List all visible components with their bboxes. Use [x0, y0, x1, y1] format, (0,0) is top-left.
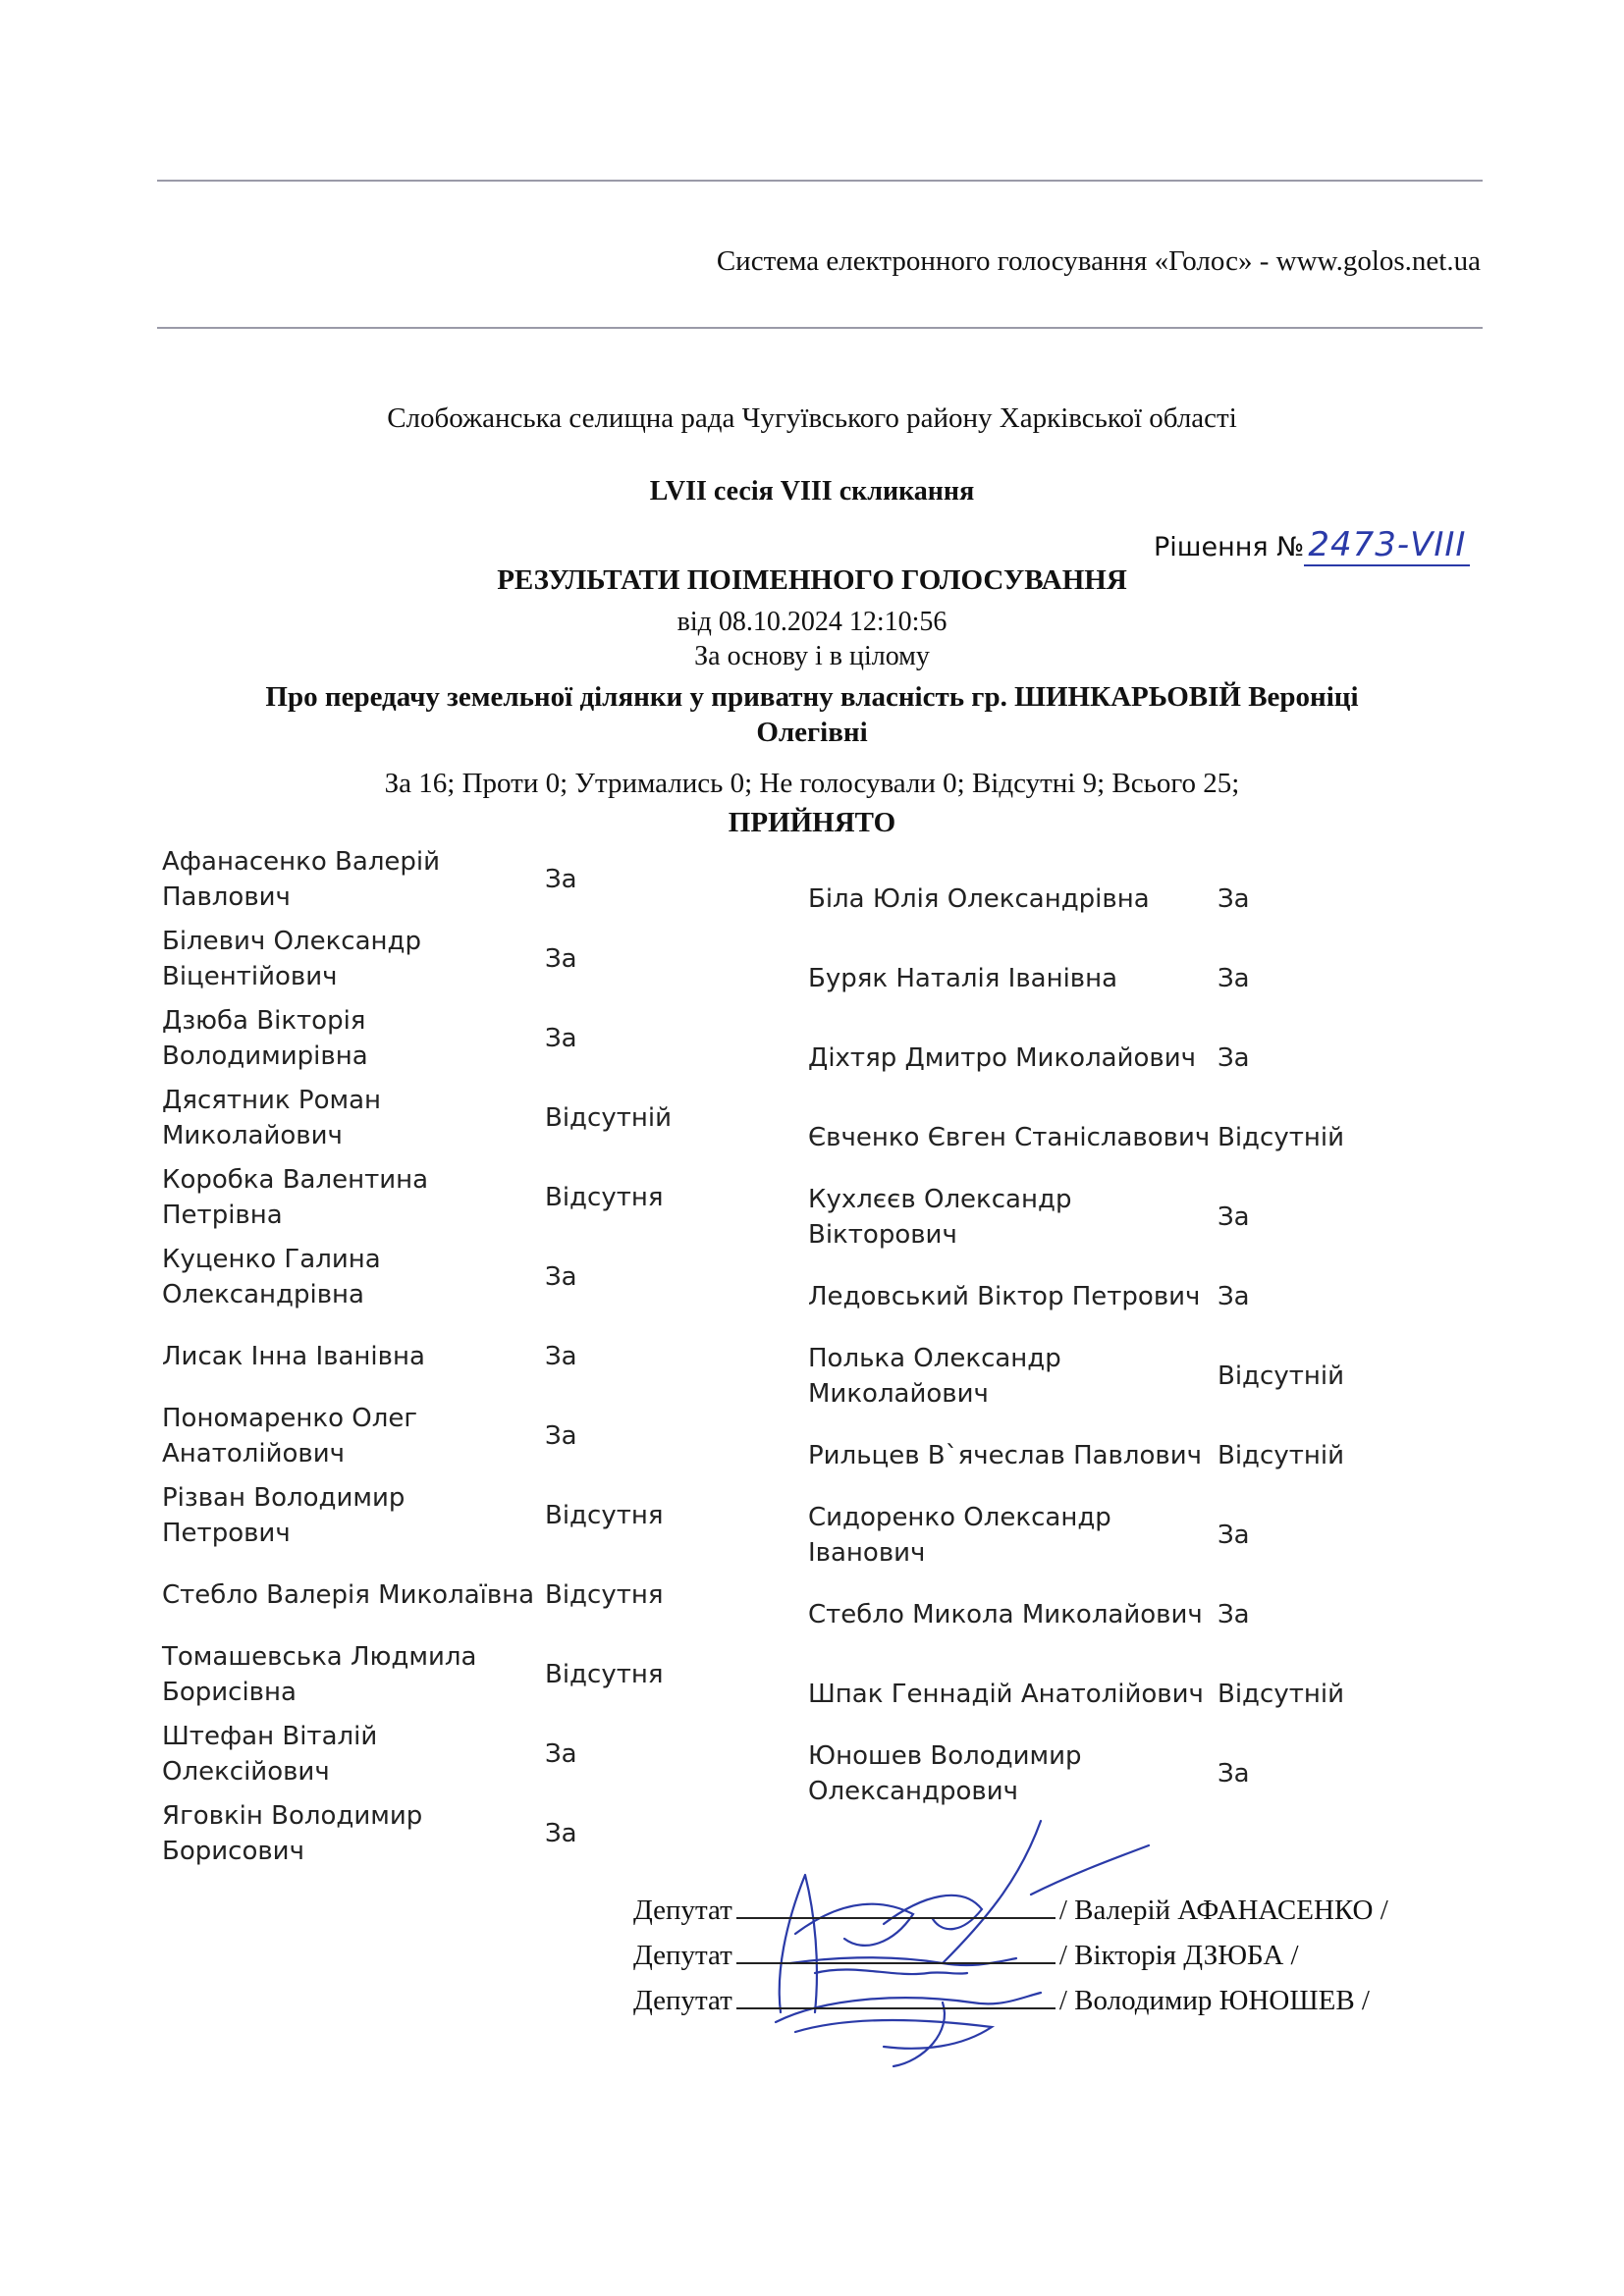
- signature-role: Депутат: [633, 1940, 732, 1971]
- deputy-name-line: Шпак Геннадій Анатолійович: [808, 1680, 1204, 1709]
- deputy-name-line: Біла Юлія Олександрівна: [808, 884, 1150, 914]
- deputy-name-line: Володимирівна: [162, 1041, 368, 1071]
- deputy-name: [162, 1083, 381, 1153]
- vote-value: За: [1218, 1521, 1250, 1550]
- deputy-name-line: Олексійович: [162, 1757, 330, 1787]
- deputy-name-line: Юношев Володимир: [808, 1741, 1082, 1771]
- vote-value: Відсутній: [1218, 1680, 1344, 1709]
- subject-line-1: Про передачу земельної ділянки у приватну власність гр. ШИНКАРЬОВІЙ Вероніці: [265, 681, 1359, 713]
- deputy-name: [162, 844, 440, 915]
- deputy-name: [162, 1719, 377, 1789]
- vote-value: Відсутній: [1218, 1123, 1344, 1152]
- vote-value: За: [545, 944, 577, 974]
- deputy-name: [808, 1120, 1210, 1155]
- signature-role: Депутат: [633, 1895, 732, 1926]
- deputy-name-line: Коробка Валентина: [162, 1165, 429, 1195]
- deputy-name-line: Яговкін Володимир: [162, 1801, 423, 1831]
- vote-value: За: [545, 1024, 577, 1053]
- deputy-name-line: Ледовський Віктор Петрович: [808, 1282, 1201, 1311]
- deputy-name: [808, 881, 1150, 917]
- report-date: від 08.10.2024 12:10:56: [677, 607, 947, 637]
- vote-value: За: [545, 1739, 577, 1769]
- deputy-name: [162, 1401, 417, 1471]
- signature-name: / Валерій АФАНАСЕНКО /: [1058, 1895, 1388, 1926]
- signature-line: [736, 1896, 1056, 1919]
- second-rule: [157, 327, 1483, 329]
- deputy-name-line: Різван Володимир: [162, 1483, 406, 1513]
- council-name: Слобожанська селищна рада Чугуївського району Харківської області: [387, 402, 1237, 434]
- deputy-name: [162, 1339, 425, 1374]
- vote-value: Відсутній: [1218, 1441, 1344, 1470]
- deputy-name: [808, 961, 1117, 996]
- report-basis: За основу і в цілому: [694, 641, 930, 671]
- vote-value: За: [1218, 1202, 1250, 1232]
- decision-label: Рішення №: [1154, 532, 1305, 562]
- signature-name: / Вікторія ДЗЮБА /: [1058, 1940, 1299, 1971]
- deputy-name-line: Миколайович: [808, 1379, 989, 1409]
- signature-row: [633, 1985, 1370, 2017]
- deputy-name-line: Діхтяр Дмитро Миколайович: [808, 1043, 1197, 1073]
- deputy-name-line: Кухлєєв Олександр: [808, 1185, 1072, 1214]
- deputy-name-line: Євченко Євген Станіславович: [808, 1123, 1211, 1152]
- deputy-name-line: Дясятник Роман: [162, 1086, 382, 1115]
- deputy-name-line: Борисович: [162, 1837, 304, 1866]
- deputy-name: [808, 1738, 1082, 1809]
- vote-counts: За 16; Проти 0; Утримались 0; Не голосували 0; Відсутні 9; Всього 25;: [384, 768, 1240, 799]
- vote-value: Відсутній: [1218, 1362, 1344, 1391]
- deputy-name-line: Іванович: [808, 1538, 926, 1568]
- vote-value: За: [545, 1819, 577, 1848]
- deputy-name: [162, 1003, 368, 1074]
- deputy-name-line: Анатолійович: [162, 1439, 345, 1468]
- vote-value: Відсутній: [545, 1103, 672, 1133]
- deputy-name-line: Пономаренко Олег: [162, 1404, 418, 1433]
- signature-line: [736, 1986, 1056, 2009]
- decision-number: [1154, 525, 1470, 564]
- deputy-name-line: Борисівна: [162, 1678, 297, 1707]
- session-title: LVII сесія VIII скликання: [649, 476, 975, 507]
- vote-value: За: [1218, 964, 1250, 993]
- vote-value: За: [1218, 884, 1250, 914]
- signature-name: / Володимир ЮНОШЕВ /: [1058, 1985, 1370, 2016]
- subject-line-2: Олегівні: [756, 717, 868, 748]
- deputy-name-line: Віцентійович: [162, 962, 338, 991]
- report-subject: [196, 679, 1428, 750]
- deputy-name-line: Полька Олександр: [808, 1344, 1061, 1373]
- deputy-name: [162, 924, 421, 994]
- deputy-name-line: Лисак Інна Іванівна: [162, 1342, 425, 1371]
- deputy-name: [162, 1639, 476, 1710]
- deputy-name-line: Білевич Олександр: [162, 927, 422, 956]
- vote-value: За: [545, 1342, 577, 1371]
- deputy-name-line: Дзюба Вікторія: [162, 1006, 366, 1036]
- top-rule: [157, 180, 1483, 182]
- vote-value: За: [1218, 1043, 1250, 1073]
- deputy-name-line: Штефан Віталій: [162, 1722, 378, 1751]
- vote-value: Відсутня: [545, 1580, 664, 1610]
- vote-value: Відсутня: [545, 1501, 664, 1530]
- deputy-name: [808, 1041, 1196, 1076]
- signature-row: [633, 1940, 1299, 1972]
- deputy-name: [162, 1798, 422, 1869]
- deputy-name: [808, 1500, 1111, 1571]
- deputy-name: [162, 1242, 381, 1312]
- deputy-name: [808, 1182, 1071, 1253]
- deputy-name: [808, 1341, 1061, 1412]
- deputy-name-line: Стебло Валерія Миколаївна: [162, 1580, 535, 1610]
- deputy-name-line: Петрівна: [162, 1201, 283, 1230]
- deputy-name-line: Олександрович: [808, 1777, 1018, 1806]
- vote-result: ПРИЙНЯТО: [728, 807, 896, 838]
- vote-value: Відсутня: [545, 1660, 664, 1689]
- vote-value: За: [545, 1262, 577, 1292]
- deputy-name: [162, 1577, 534, 1613]
- deputy-name: [808, 1677, 1204, 1712]
- deputy-name-line: Сидоренко Олександр: [808, 1503, 1111, 1532]
- vote-value: За: [545, 1421, 577, 1451]
- signature-line: [736, 1941, 1056, 1964]
- deputy-name: [808, 1438, 1202, 1473]
- deputy-name-line: Афанасенко Валерій: [162, 847, 441, 877]
- system-header: Система електронного голосування «Голос» - www.golos.net.ua: [716, 245, 1481, 277]
- deputy-name-line: Буряк Наталія Іванівна: [808, 964, 1118, 993]
- vote-value: За: [1218, 1759, 1250, 1789]
- deputy-name: [162, 1480, 405, 1551]
- handwritten-decision-number: 2473-VIII: [1304, 525, 1470, 566]
- vote-value: Відсутня: [545, 1183, 664, 1212]
- deputy-name-line: Петрович: [162, 1519, 291, 1548]
- deputy-name-line: Стебло Микола Миколайович: [808, 1600, 1203, 1629]
- vote-value: За: [545, 865, 577, 894]
- signature-role: Депутат: [633, 1985, 732, 2016]
- vote-value: За: [1218, 1282, 1250, 1311]
- signature-row: [633, 1895, 1388, 1927]
- deputy-name: [808, 1597, 1203, 1632]
- report-title: РЕЗУЛЬТАТИ ПОІМЕННОГО ГОЛОСУВАННЯ: [497, 564, 1127, 596]
- deputy-name-line: Олександрівна: [162, 1280, 364, 1309]
- deputy-name-line: Куценко Галина: [162, 1245, 381, 1274]
- deputy-name-line: Миколайович: [162, 1121, 343, 1150]
- deputy-name-line: Томашевська Людмила: [162, 1642, 477, 1672]
- deputy-name: [808, 1279, 1200, 1314]
- deputy-name-line: Рильцев В`ячеслав Павлович: [808, 1441, 1202, 1470]
- deputy-name: [162, 1162, 428, 1233]
- vote-value: За: [1218, 1600, 1250, 1629]
- deputy-name-line: Павлович: [162, 882, 291, 912]
- deputy-name-line: Вікторович: [808, 1220, 957, 1250]
